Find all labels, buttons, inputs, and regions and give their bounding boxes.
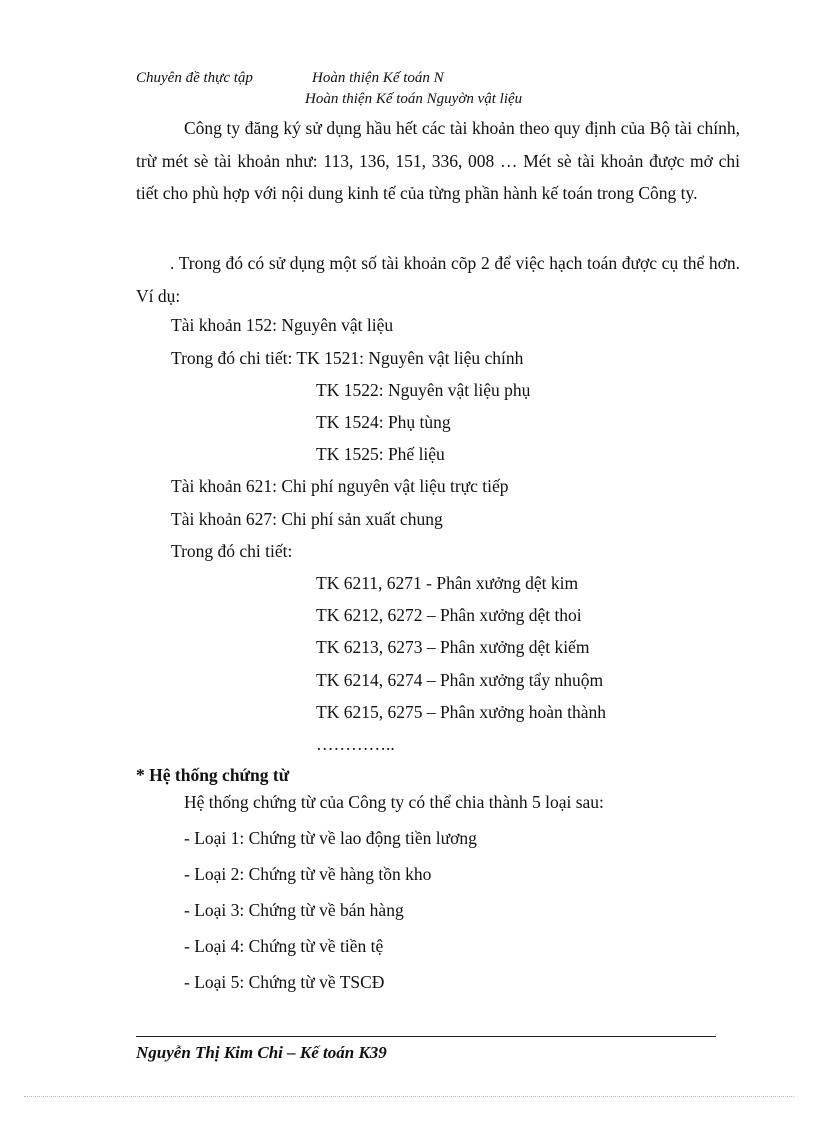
account-1525: TK 1525: Phế liệu (316, 444, 445, 464)
sub-account-4: TK 6214, 6274 – Phân xưởng tẩy nhuộm (316, 670, 604, 690)
account-627: Tài khoản 627: Chi phí sản xuất chung (171, 509, 443, 529)
paragraph-level2-accounts: . Trong đó có sử dụng một số tài khoản cõp 2 để việc hạch toán được cụ thể hơn. Ví dụ: (136, 253, 740, 306)
document-type-2: - Loại 2: Chứng từ về hàng tồn kho (184, 864, 432, 884)
document-type-4: - Loại 4: Chứng từ về tiền tệ (184, 936, 384, 956)
paragraph-accounts-intro: Công ty đăng ký sử dụng hầu hết các tài khoản theo quy định của Bộ tài chính, trừ mét sè tài khoản như: 113, 136, 151, 336, 008 … Mét sè tài khoản được mở chi tiết cho phù hợp với nội dung kinh tế của từng phần hành kế toán trong Công ty. (136, 118, 740, 203)
document-type-1: - Loại 1: Chứng từ về lao động tiền lương (184, 828, 477, 848)
account-1524: TK 1524: Phụ tùng (316, 412, 451, 432)
header-right-top: Hoàn thiện Kế toán N (312, 70, 444, 86)
footer-author: Nguyễn Thị Kim Chi – Kế toán K39 (136, 1043, 387, 1062)
account-621: Tài khoản 621: Chi phí nguyên vật liệu trực tiếp (171, 476, 509, 496)
documents-heading: * Hệ thống chứng từ (136, 765, 290, 785)
sub-account-1: TK 6211, 6271 - Phân xưởng dệt kim (316, 573, 579, 593)
header-right-bottom: Hoàn thiện Kế toán Nguyờn vật liệu (305, 91, 523, 107)
sub-account-ellipsis: ………….. (316, 734, 395, 754)
account-detail-label: Trong đó chi tiết: (171, 541, 293, 561)
sub-account-3: TK 6213, 6273 – Phân xưởng dệt kiếm (316, 637, 590, 657)
header-left: Chuyên đề thực tập (136, 70, 253, 86)
documents-intro: Hệ thống chứng từ của Công ty có thể chia thành 5 loại sau: (184, 792, 604, 812)
document-type-5: - Loại 5: Chứng từ về TSCĐ (184, 972, 385, 992)
footer-divider (136, 1036, 716, 1037)
sub-account-5: TK 6215, 6275 – Phân xưởng hoàn thành (316, 702, 606, 722)
document-type-3: - Loại 3: Chứng từ về bán hàng (184, 900, 404, 920)
account-1522: TK 1522: Nguyên vật liệu phụ (316, 380, 531, 400)
page-bottom-dotted-line (24, 1096, 794, 1097)
sub-account-2: TK 6212, 6272 – Phân xưởng dệt thoi (316, 605, 582, 625)
account-152-detail: Trong đó chi tiết: TK 1521: Nguyên vật liệu chính (171, 348, 524, 368)
account-152: Tài khoản 152: Nguyên vật liệu (171, 315, 394, 335)
